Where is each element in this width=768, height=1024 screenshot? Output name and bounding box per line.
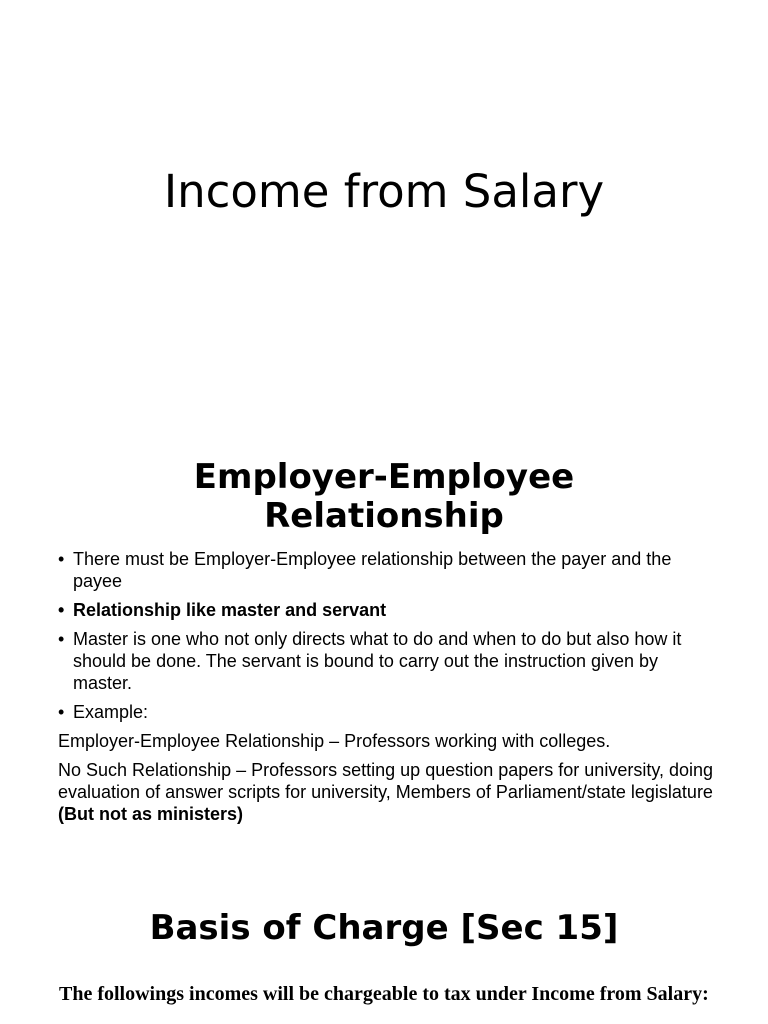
list-item bbox=[58, 548, 718, 592]
counter-example-emphasis: (But not as ministers) bbox=[58, 804, 244, 824]
bullet-icon: • bbox=[58, 549, 65, 569]
bullet-icon: • bbox=[58, 600, 65, 620]
bullet-icon: • bbox=[58, 702, 65, 722]
bullet-icon: • bbox=[58, 629, 65, 649]
bullet-text: Relationship like master and servant bbox=[73, 600, 387, 620]
bullet-text: Example: bbox=[73, 702, 149, 722]
counter-example-text: No Such Relationship – Professors setting up question papers for university, doing evaluation of answer scripts for university, Members of Parliament/state legislature bbox=[58, 760, 714, 802]
slide-employer-employee bbox=[0, 432, 768, 864]
page-title: Income from Salary bbox=[163, 165, 605, 218]
list-item bbox=[58, 628, 718, 694]
counter-example-paragraph bbox=[58, 759, 718, 825]
slide-heading: Basis of Charge [Sec 15] bbox=[149, 908, 619, 948]
lead-paragraph: The followings incomes will be chargeable to tax under Income from Salary: bbox=[59, 983, 709, 1005]
slide-body bbox=[58, 548, 718, 832]
slide-basis-of-charge bbox=[0, 880, 768, 1024]
slide-title bbox=[0, 0, 768, 384]
list-item bbox=[58, 599, 718, 621]
example-paragraph: Employer-Employee Relationship – Professors working with colleges. bbox=[58, 731, 611, 751]
bullet-text: Master is one who not only directs what to do and when to do but also how it should be done. The servant is bound to carry out the instruction given by master. bbox=[73, 629, 682, 693]
bullet-text: There must be Employer-Employee relationship between the payer and the payee bbox=[73, 549, 672, 591]
list-item bbox=[58, 701, 718, 723]
slide-heading-line-2: Relationship bbox=[264, 496, 504, 536]
slide-heading bbox=[0, 458, 768, 536]
slide-heading-line-1: Employer-Employee bbox=[193, 457, 575, 497]
